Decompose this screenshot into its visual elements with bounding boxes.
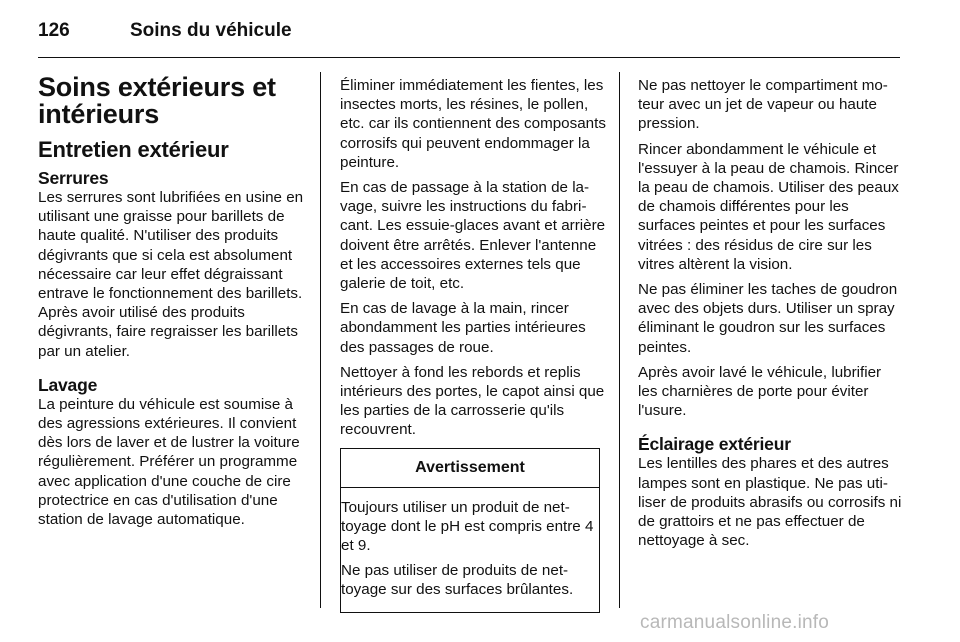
header-rule: [38, 57, 900, 58]
column-divider-1: [320, 72, 321, 608]
chapter-title: Soins extérieurs et intérieurs: [38, 72, 276, 129]
paragraph-tar-stains: Ne pas éliminer les taches de goudron avec des objets durs. Utiliser un spray éliminant le goudron sur les surfaces peintes.: [638, 281, 898, 356]
subheading-locks: Serrures: [38, 168, 109, 188]
warning-body: [341, 488, 599, 612]
paragraph-locks: Les serrures sont lubrifiées en usine en utilisant une graisse pour barillets de haute qualité. N'utiliser des produits dégivrants que si cela est absolument nécessaire car leur effet dégraissant entrave le fonctionnement des barillets. Après avoir utilisé des produits dégivrants, faire regraisser les barillets par un atelier.: [38, 189, 304, 360]
paragraph-engine-bay: Ne pas nettoyer le compartiment moteur avec un jet de vapeur ou haute pression.: [638, 77, 888, 133]
paragraph-rinse-chamois: Rincer abondamment le véhicule et l'essuyer à la peau de chamois. Rincer la peau de chamois. Utiliser des peaux de chamois différentes pour les surfaces peintes et pour les surfaces vitrées : des résidus de cire sur les vitres altèrent la vision.: [638, 140, 899, 273]
paragraph-door-edges: Nettoyer à fond les rebords et replis intérieurs des portes, le capot ainsi que les parties de la carrosserie qu'ils recouvrent.: [340, 363, 605, 439]
paragraph-washing: La peinture du véhicule est soumise à des agressions extérieures. Il convient dès lors de laver et de lustrer la voiture régulièrement. Préférer un programme avec application d'une couche de cire protectrice en cas d'utilisation d'une station de lavage automatique.: [38, 395, 300, 529]
running-section-title: Soins du véhicule: [130, 20, 292, 41]
page-number: 126: [38, 20, 70, 41]
subheading-washing: Lavage: [38, 374, 98, 395]
section-heading-exterior-care: Entretien extérieur: [38, 137, 229, 162]
warning-paragraph-hot-surfaces: Ne pas utiliser de produits de nettoyage sur des surfaces brûlantes.: [341, 562, 574, 599]
paragraph-lubricate-hinges: Après avoir lavé le véhicule, lubrifier les charnières de porte pour éviter l'usure.: [638, 363, 882, 420]
warning-paragraph-ph: Toujours utiliser un produit de nettoyage dont le pH est compris entre 4 et 9.: [341, 498, 594, 555]
paragraph-hand-wash: En cas de lavage à la main, rincer abondamment les parties intérieures des passages de roue.: [340, 300, 586, 356]
warning-title: Avertissement: [341, 449, 599, 488]
column-left: [38, 70, 306, 535]
subheading-exterior-lighting: Éclairage extérieur: [638, 434, 791, 455]
paragraph-car-wash: En cas de passage à la station de lavage, suivre les instructions du fabricant. Les essuie-glaces avant et arrière doivent être arrêtés. Enlever l'antenne et les accessoires externes tels que galerie de toit, etc.: [340, 179, 606, 293]
column-divider-2: [619, 72, 620, 608]
column-right: [638, 76, 904, 556]
paragraph-exterior-lighting: Les lentilles des phares et des autres lampes sont en plastique. Ne pas utiliser de produits abrasifs ou corrosifs ni de grattoirs et ne pas effectuer de nettoyage à sec.: [638, 455, 902, 550]
watermark-text: carmanualsonline.info: [640, 612, 830, 633]
column-middle: [340, 76, 606, 613]
paragraph-remove-droppings: Éliminer immédiatement les fientes, les insectes morts, les résines, le pollen, etc. car ils contiennent des composants corrosifs qui peuvent endommager la peinture.: [340, 77, 606, 171]
page-header: [38, 16, 898, 56]
warning-box: [340, 448, 600, 613]
